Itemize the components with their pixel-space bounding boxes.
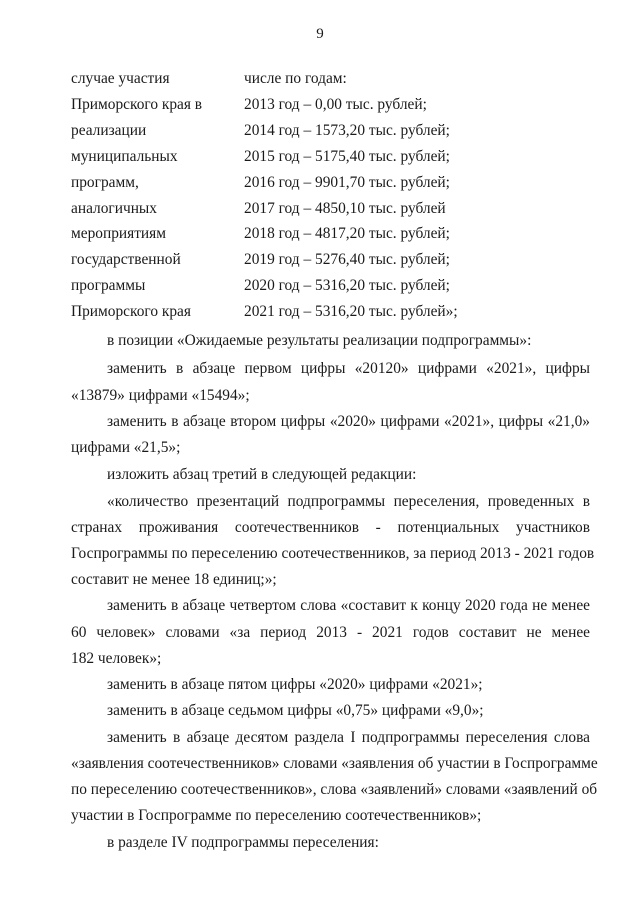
table-cell-right: 2016 год – 9901,70 тыс. рублей; [244, 174, 450, 191]
page-number: 9 [316, 26, 324, 42]
table-row [0, 198, 640, 220]
table-row [0, 120, 640, 142]
table-row [0, 249, 640, 271]
paragraph-line: заменить в абзаце седьмом цифры «0,75» цифрами «9,0»; [107, 702, 484, 719]
paragraph-line: Госпрограммы по переселению соотечественников, за период 2013 - 2021 годов [71, 545, 595, 562]
table-cell-right: 2018 год – 4817,20 тыс. рублей; [244, 225, 450, 242]
paragraph-line: изложить абзац третий в следующей редакции: [107, 466, 417, 483]
table-row [0, 68, 640, 90]
paragraph-line: странах проживания соотечественников - потенциальных участников [71, 519, 590, 536]
paragraph-line: заменить в абзаце пятом цифры «2020» цифрами «2021»; [107, 676, 483, 693]
table-cell-left: случае участия [71, 70, 170, 87]
table-cell-left: государственной [71, 251, 181, 268]
table-cell-right: 2015 год – 5175,40 тыс. рублей; [244, 148, 450, 165]
paragraph-line: заменить в абзаце втором цифры «2020» цифрами «2021», цифры «21,0» [107, 413, 590, 430]
table-row [0, 223, 640, 245]
table-cell-left: аналогичных [71, 200, 157, 217]
table-cell-left: Приморского края [71, 303, 191, 320]
paragraph-line: 60 человек» словами «за период 2013 - 2021 годов составит не менее [71, 624, 590, 641]
paragraph-line: заменить в абзаце десятом раздела I подпрограммы переселения слова [107, 729, 590, 746]
paragraph-line: цифрами «21,5»; [71, 439, 181, 456]
paragraph-line: по переселению соотечественников», слова «заявлений» словами «заявлений об [71, 781, 598, 798]
table-row [0, 146, 640, 168]
table-cell-right: 2014 год – 1573,20 тыс. рублей; [244, 122, 450, 139]
table-cell-right: 2013 год – 0,00 тыс. рублей; [244, 96, 427, 113]
paragraph-line: «заявления соотечественников» словами «заявления об участии в Госпрограмме [71, 755, 598, 772]
table-cell-right: числе по годам: [244, 70, 347, 87]
paragraph-line: 182 человек»; [71, 650, 162, 667]
paragraph-line: «количество презентаций подпрограммы переселения, проведенных в [107, 493, 590, 510]
paragraph-line: участии в Госпрограмме по переселению соотечественников»; [71, 807, 482, 824]
paragraph-line: заменить в абзаце четвертом слова «составит к концу 2020 года не менее [107, 597, 590, 614]
table-cell-left: Приморского края в [71, 96, 203, 113]
paragraph-line: в разделе IV подпрограммы переселения: [107, 834, 379, 851]
table-row [0, 301, 640, 323]
table-cell-right: 2021 год – 5316,20 тыс. рублей»; [244, 303, 458, 320]
paragraph-line: заменить в абзаце первом цифры «20120» цифрами «2021», цифры [107, 360, 590, 377]
table-cell-right: 2017 год – 4850,10 тыс. рублей [244, 200, 446, 217]
table-cell-right: 2019 год – 5276,40 тыс. рублей; [244, 251, 450, 268]
table-cell-left: реализации [71, 122, 147, 139]
table-cell-left: программ, [71, 174, 139, 191]
table-row [0, 94, 640, 116]
table-row [0, 172, 640, 194]
table-cell-left: муниципальных [71, 148, 178, 165]
table-cell-right: 2020 год – 5316,20 тыс. рублей; [244, 277, 450, 294]
paragraph-line: составит не менее 18 единиц;»; [71, 571, 277, 588]
paragraph-line: «13879» цифрами «15494»; [71, 387, 250, 404]
paragraph-line: в позиции «Ожидаемые результаты реализации подпрограммы»: [107, 332, 532, 349]
table-row [0, 275, 640, 297]
table-cell-left: программы [71, 277, 146, 294]
table-cell-left: мероприятиям [71, 225, 166, 242]
